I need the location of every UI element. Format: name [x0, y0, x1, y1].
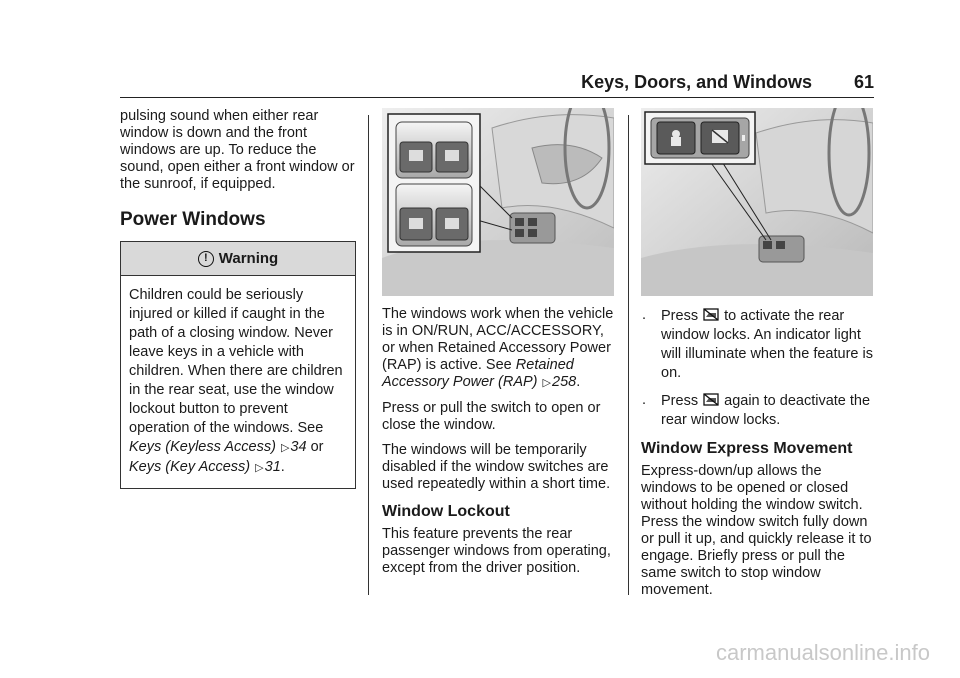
section-title: Power Windows	[120, 209, 266, 230]
warning-icon: !	[198, 251, 214, 267]
column-3	[641, 108, 877, 607]
warning-ref-2[interactable]: Keys (Key Access)	[129, 459, 251, 475]
warning-text: Children could be seriously injured or killed if caught in the path of a closing window. Never leave keys in a vehicle with children. When there are children in the rear seat, use the window lockout button to prevent operation of the windows. See	[129, 287, 343, 436]
lockout-button-illustration	[641, 108, 873, 296]
right-arrow-icon: ▷	[542, 377, 552, 389]
paragraph-disabled: The windows will be temporarily disabled if the window switches are used repeatedly within a short time.	[382, 442, 611, 492]
bullet-deactivate	[641, 391, 877, 430]
paragraph-ignition-text: The windows work when the vehicle is in ON/RUN, ACC/ACCESSORY, or when Retained Accessory Power (RAP) is active. See	[382, 306, 614, 373]
column-1	[120, 108, 356, 489]
window-lockout-icon	[703, 306, 719, 322]
warning-ref-1[interactable]: Keys (Keyless Access)	[129, 439, 276, 455]
right-arrow-icon: ▷	[280, 442, 290, 454]
column-divider	[368, 115, 369, 595]
bullet-activate-text	[661, 306, 877, 383]
warning-box	[120, 241, 356, 489]
warning-body: Children could be seriously injured or killed if caught in the path of a closing window. Never leave keys in a vehicle with children. When there are children in the rear seat, use the window lockout button to prevent operation of the windows. See Keys (Keyless Access) ▷34 or Keys (Key Access) ▷31.	[129, 287, 343, 475]
press-label: Press	[661, 393, 699, 409]
watermark: carmanualsonline.info	[715, 640, 930, 665]
window-switches-figure	[382, 108, 614, 296]
bullet-marker: .	[642, 307, 647, 323]
header-title: Keys, Doors, and Windows	[581, 72, 812, 92]
express-movement-title: Window Express Movement	[641, 440, 853, 457]
lockout-button-figure	[641, 108, 873, 296]
window-lockout-title: Window Lockout	[382, 503, 510, 520]
intro-paragraph: pulsing sound when either rear window is down and the front windows are up. To reduce the sound, open either a front window or the sunroof, if equipped.	[120, 108, 355, 192]
paragraph-switch: Press or pull the switch to open or close the window.	[382, 400, 601, 433]
paragraph-express: Express-down/up allows the windows to be opened or closed without holding the window switch. Press the window switch fully down or pull it up, and quickly release it to engage. Briefly press or pull the same switch to stop window movement.	[641, 463, 872, 598]
door-switches-illustration	[382, 108, 614, 296]
warning-or: or	[310, 439, 324, 455]
warning-header	[121, 242, 355, 276]
warning-title: Warning	[218, 250, 279, 267]
window-lockout-icon	[703, 391, 719, 407]
bullet-activate	[641, 306, 877, 383]
page-header	[120, 70, 874, 98]
page-number: 61	[853, 72, 874, 92]
bullet-deactivate-desc: again to deactivate the rear window locks.	[661, 393, 871, 428]
column-divider	[628, 115, 629, 595]
right-arrow-icon: ▷	[255, 462, 264, 474]
warning-ref-1-page[interactable]: 34	[290, 439, 307, 455]
bullet-deactivate-text	[661, 391, 877, 430]
bullet-activate-desc: to activate the rear window locks. An indicator light will illuminate when the feature is on.	[661, 308, 873, 381]
bullet-marker: .	[642, 392, 647, 408]
column-2	[382, 108, 620, 585]
warning-ref-2-page[interactable]: 31	[264, 459, 281, 475]
paragraph-ignition: The windows work when the vehicle is in ON/RUN, ACC/ACCESSORY, or when Retained Accessory Power (RAP) is active. See Retained Accessory Power (RAP) ▷258.	[382, 306, 614, 390]
rap-ref[interactable]: Retained Accessory Power (RAP)	[382, 357, 574, 390]
press-label: Press	[661, 308, 699, 324]
paragraph-lockout: This feature prevents the rear passenger windows from operating, except from the driver position.	[382, 526, 611, 576]
rap-ref-page[interactable]: 258	[552, 374, 577, 390]
